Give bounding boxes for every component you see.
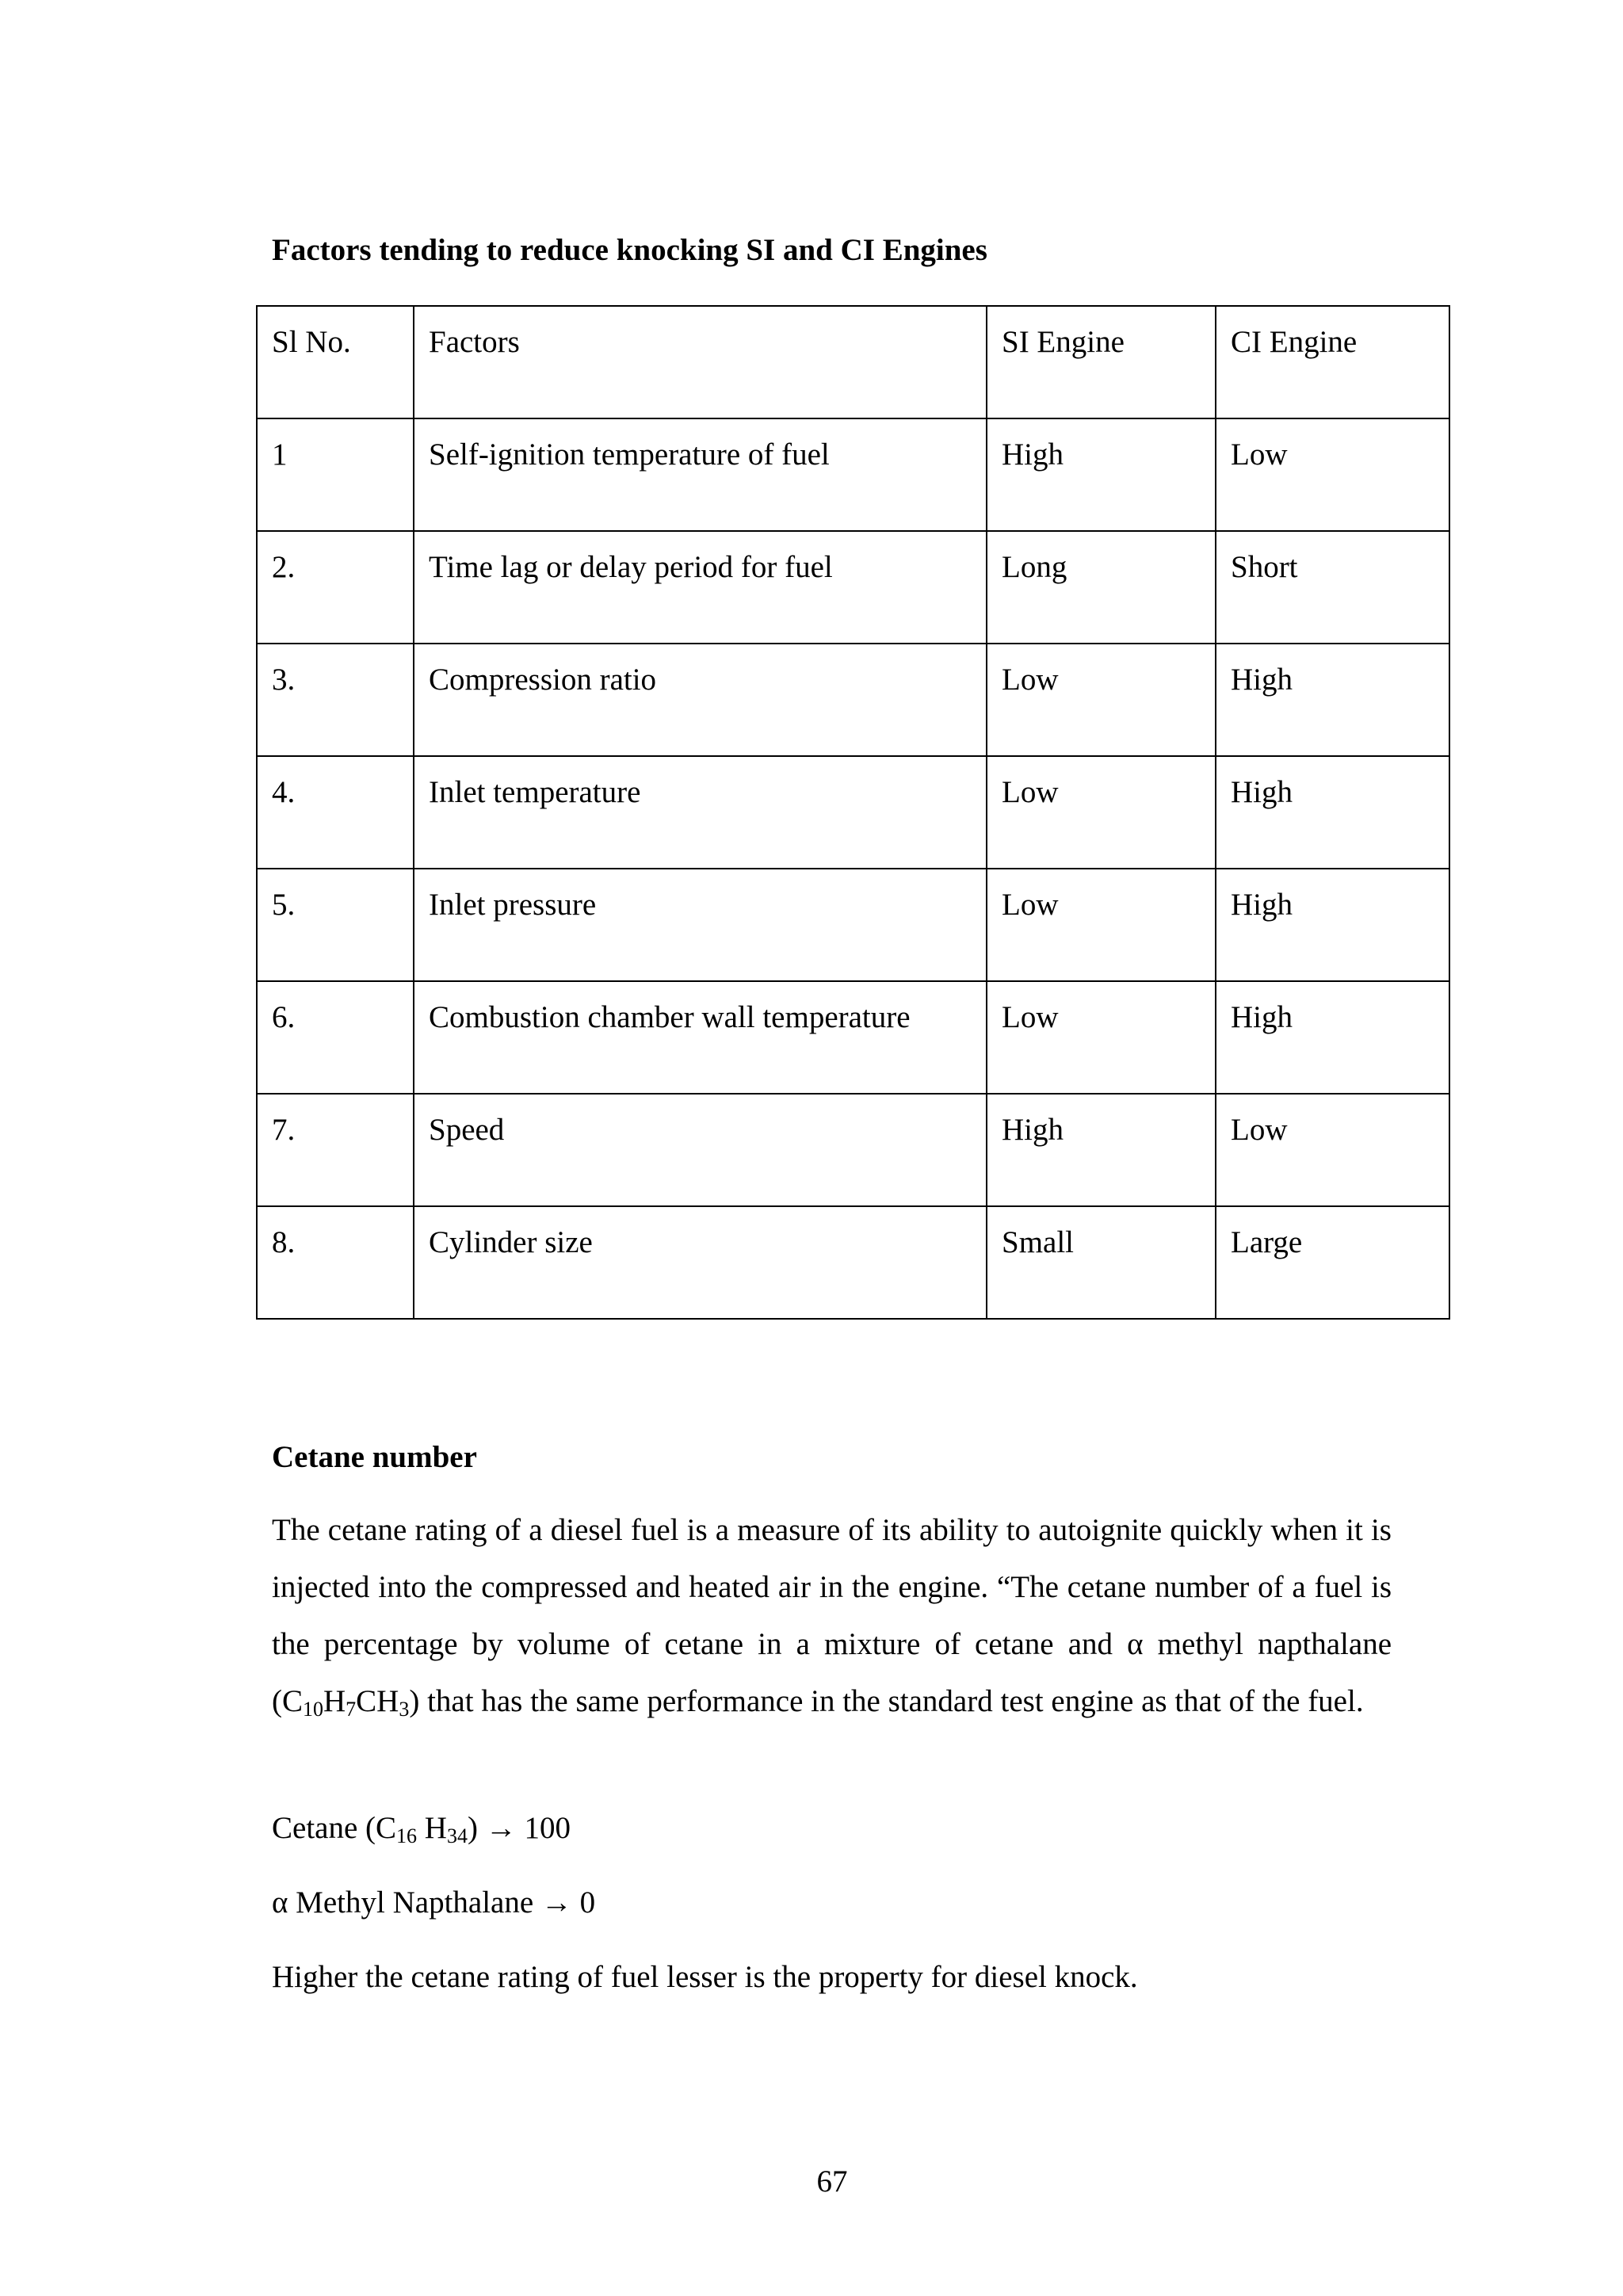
- cell-factor: Self-ignition temperature of fuel: [414, 418, 987, 531]
- cell-ci-engine: High: [1216, 981, 1449, 1094]
- table-row: [257, 644, 1449, 756]
- cell-factor: Cylinder size: [414, 1206, 987, 1319]
- cell-sl-no: 3.: [257, 644, 414, 756]
- cell-si-engine: High: [987, 1094, 1216, 1206]
- cell-sl-no: 4.: [257, 756, 414, 869]
- cell-sl-no: 8.: [257, 1206, 414, 1319]
- formula-text: ) → 100: [467, 1811, 571, 1845]
- cell-ci-engine: Low: [1216, 1094, 1449, 1206]
- header-factors: Factors: [414, 306, 987, 418]
- cell-factor: Time lag or delay period for fuel: [414, 531, 987, 644]
- subscript: 10: [303, 1698, 323, 1721]
- cell-factor: Compression ratio: [414, 644, 987, 756]
- formula-text: Cetane (C: [272, 1811, 397, 1845]
- cell-si-engine: Long: [987, 531, 1216, 644]
- cell-sl-no: 2.: [257, 531, 414, 644]
- page-number: 67: [816, 2164, 848, 2199]
- cell-si-engine: High: [987, 418, 1216, 531]
- cell-si-engine: Low: [987, 756, 1216, 869]
- paragraph-text: CH: [356, 1684, 399, 1718]
- cell-si-engine: Small: [987, 1206, 1216, 1319]
- header-sl-no: Sl No.: [257, 306, 414, 418]
- cell-sl-no: 7.: [257, 1094, 414, 1206]
- section-heading: Factors tending to reduce knocking SI and CI Engines: [272, 233, 987, 267]
- subscript: 7: [346, 1698, 357, 1721]
- methyl-napthalane-line: α Methyl Napthalane → 0: [272, 1885, 596, 1920]
- cell-sl-no: 1: [257, 418, 414, 531]
- cell-sl-no: 6.: [257, 981, 414, 1094]
- cell-ci-engine: High: [1216, 644, 1449, 756]
- cell-si-engine: Low: [987, 981, 1216, 1094]
- cell-ci-engine: Large: [1216, 1206, 1449, 1319]
- cell-ci-engine: Short: [1216, 531, 1449, 644]
- table-row: [257, 981, 1449, 1094]
- conclusion-line: Higher the cetane rating of fuel lesser is the property for diesel knock.: [272, 1960, 1138, 1994]
- cell-si-engine: Low: [987, 644, 1216, 756]
- table-row: [257, 756, 1449, 869]
- paragraph-text: The cetane rating of a diesel fuel is a measure of its ability to autoignite quickly when it is injected into the compressed and heated air in the engine. “The cetane number of a fuel is the percentage by volume of cetane in a mixture of cetane and α methyl napthalane (C: [272, 1513, 1392, 1718]
- table-row: [257, 1094, 1449, 1206]
- table-row: [257, 418, 1449, 531]
- subscript: 34: [446, 1824, 468, 1847]
- subscript: 3: [399, 1698, 410, 1721]
- cell-sl-no: 5.: [257, 869, 414, 981]
- paragraph-text: H: [323, 1684, 346, 1718]
- cell-factor: Combustion chamber wall temperature: [414, 981, 987, 1094]
- table-row: [257, 869, 1449, 981]
- cell-ci-engine: Low: [1216, 418, 1449, 531]
- cell-ci-engine: High: [1216, 869, 1449, 981]
- knocking-factors-table: [256, 305, 1450, 1320]
- cetane-formula-line: [272, 1810, 571, 1846]
- cell-ci-engine: High: [1216, 756, 1449, 869]
- table-row: [257, 1206, 1449, 1319]
- subscript: 16: [396, 1824, 418, 1847]
- cell-factor: Inlet temperature: [414, 756, 987, 869]
- header-ci-engine: CI Engine: [1216, 306, 1449, 418]
- cell-factor: Speed: [414, 1094, 987, 1206]
- table-row: [257, 531, 1449, 644]
- cell-factor: Inlet pressure: [414, 869, 987, 981]
- header-si-engine: SI Engine: [987, 306, 1216, 418]
- cetane-paragraph: [272, 1502, 1392, 1730]
- formula-text: H: [417, 1811, 447, 1845]
- cell-si-engine: Low: [987, 869, 1216, 981]
- paragraph-text: ) that has the same performance in the standard test engine as that of the fuel.: [409, 1684, 1364, 1718]
- cetane-number-title: Cetane number: [272, 1440, 477, 1474]
- table-header-row: [257, 306, 1449, 418]
